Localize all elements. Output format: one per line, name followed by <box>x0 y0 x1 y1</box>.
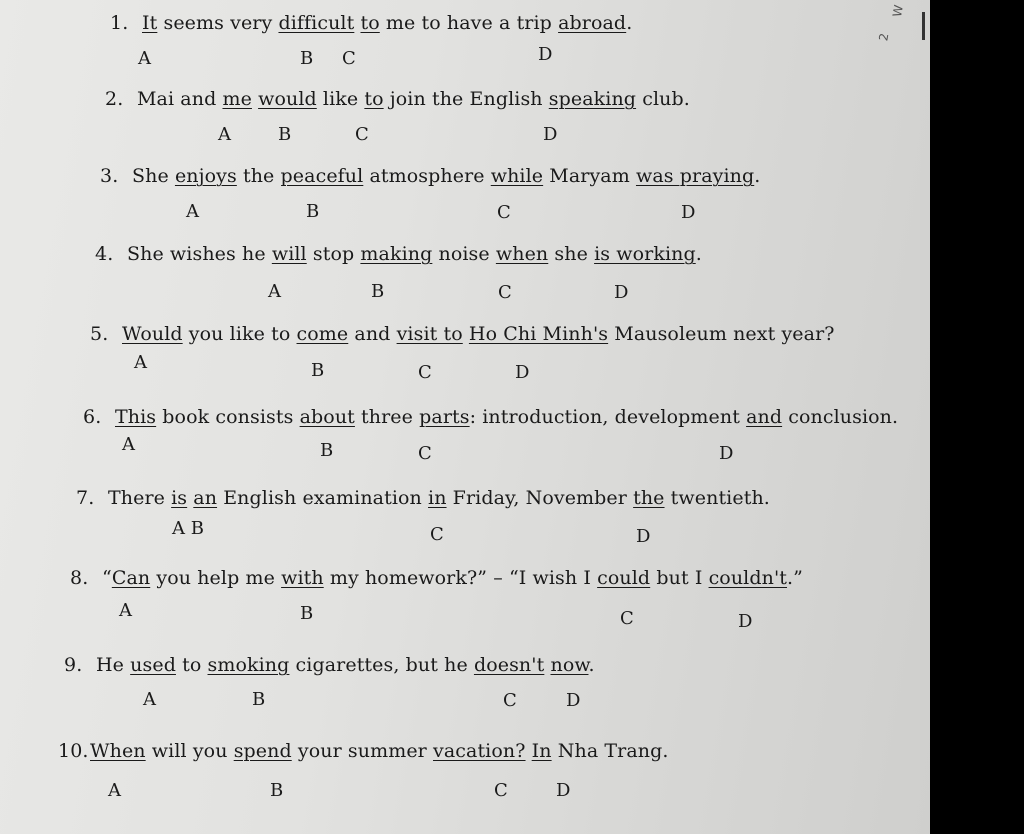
text-segment: like <box>316 88 365 110</box>
text-segment: Mai and <box>137 88 223 110</box>
underlined-segment: couldn't <box>708 567 788 589</box>
text-segment: you help me <box>150 567 282 589</box>
text-segment: me to have a trip <box>379 12 559 34</box>
text-segment: cigarettes, but he <box>289 654 474 676</box>
underlined-segment: about <box>299 406 355 428</box>
underlined-segment: was praying <box>635 165 755 187</box>
text-segment: Maryam <box>543 165 636 187</box>
text-segment: Mausoleum next year? <box>608 323 835 345</box>
underlined-segment: with <box>281 567 324 589</box>
text-segment: my homework?” – “I wish I <box>323 567 598 589</box>
question-number: 4. <box>95 243 114 265</box>
text-segment: she <box>548 243 595 265</box>
question-number: 6. <box>83 406 102 428</box>
label-q5-c: C <box>418 362 432 383</box>
label-q6-d: D <box>719 443 734 464</box>
underlined-segment: smoking <box>207 654 290 676</box>
text-segment: will you <box>145 740 234 762</box>
label-q3-c: C <box>497 202 511 223</box>
margin-mark-2: 2 <box>876 32 892 42</box>
question-9 <box>64 654 595 676</box>
label-q1-c: C <box>342 48 356 69</box>
label-q5-b: B <box>311 360 325 381</box>
label-q9-a: A <box>143 689 156 710</box>
label-q5-d: D <box>515 362 530 383</box>
question-4 <box>95 243 702 265</box>
text-segment: . <box>695 243 702 265</box>
underlined-segment: come <box>296 323 349 345</box>
underlined-segment: Would <box>122 323 183 345</box>
label-q3-a: A <box>186 201 199 222</box>
dark-border-strip <box>930 0 1024 834</box>
text-segment: join the English <box>383 88 549 110</box>
underlined-segment: doesn't <box>473 654 545 676</box>
text-segment: She wishes he <box>127 243 272 265</box>
question-number: 7. <box>76 487 95 509</box>
underlined-segment: difficult <box>278 12 355 34</box>
label-q6-a: A <box>122 434 135 455</box>
underlined-segment: This <box>115 406 157 428</box>
text-segment: the <box>236 165 281 187</box>
underlined-segment: is <box>171 487 188 509</box>
text-segment: noise <box>432 243 496 265</box>
label-q2-d: D <box>543 124 558 145</box>
text-segment: . <box>588 654 595 676</box>
label-q4-a: A <box>268 281 281 302</box>
underlined-segment: me <box>222 88 252 110</box>
label-q7-ab: A B <box>172 518 204 539</box>
text-segment: atmosphere <box>363 165 491 187</box>
underlined-segment: the <box>633 487 665 509</box>
underlined-segment: spend <box>233 740 292 762</box>
text-segment: . <box>626 12 633 34</box>
underlined-segment: speaking <box>548 88 637 110</box>
text-segment: There <box>108 487 172 509</box>
underlined-segment: vacation? <box>433 740 526 762</box>
underlined-segment: peaceful <box>280 165 364 187</box>
question-1 <box>110 12 632 34</box>
label-q8-c: C <box>620 608 634 629</box>
label-q7-c: C <box>430 524 444 545</box>
underlined-segment: It <box>142 12 158 34</box>
text-segment: conclusion. <box>782 406 899 428</box>
text-segment: He <box>96 654 131 676</box>
question-3 <box>100 165 760 187</box>
margin-bar <box>922 12 925 40</box>
underlined-segment: and <box>746 406 783 428</box>
underlined-segment: to <box>360 12 380 34</box>
text-segment: but I <box>650 567 709 589</box>
question-6 <box>83 406 898 428</box>
underlined-segment: Ho Chi Minh's <box>468 323 609 345</box>
underlined-segment: abroad <box>558 12 627 34</box>
label-q3-d: D <box>681 202 696 223</box>
underlined-segment: Can <box>111 567 151 589</box>
label-q8-b: B <box>300 603 314 624</box>
text-segment: and <box>348 323 397 345</box>
label-q2-a: A <box>218 124 231 145</box>
text-segment: club. <box>636 88 690 110</box>
text-segment: Friday, November <box>446 487 634 509</box>
underlined-segment: in <box>428 487 447 509</box>
text-segment: English examination <box>217 487 429 509</box>
label-q4-d: D <box>614 282 629 303</box>
text-segment: you like to <box>182 323 297 345</box>
text-segment: three <box>354 406 420 428</box>
underlined-segment: used <box>130 654 176 676</box>
question-number: 1. <box>110 12 129 34</box>
text-segment: . <box>754 165 761 187</box>
label-q1-b: B <box>300 48 314 69</box>
text-segment: seems very <box>157 12 279 34</box>
label-q2-b: B <box>278 124 292 145</box>
text-segment: to <box>175 654 208 676</box>
label-q6-c: C <box>418 443 432 464</box>
underlined-segment: parts <box>419 406 470 428</box>
question-5 <box>90 323 835 345</box>
underlined-segment: When <box>90 740 146 762</box>
underlined-segment: when <box>495 243 549 265</box>
text-segment: your summer <box>291 740 434 762</box>
label-q4-b: B <box>371 281 385 302</box>
label-q9-c: C <box>503 690 517 711</box>
label-q9-b: B <box>252 689 266 710</box>
label-q10-b: B <box>270 780 284 801</box>
underlined-segment: while <box>490 165 544 187</box>
question-10 <box>58 740 669 762</box>
underlined-segment: will <box>271 243 307 265</box>
question-7 <box>76 487 770 509</box>
question-number: 3. <box>100 165 119 187</box>
text-segment: “ <box>102 567 112 589</box>
label-q6-b: B <box>320 440 334 461</box>
label-q4-c: C <box>498 282 512 303</box>
label-q10-d: D <box>556 780 571 801</box>
text-segment: : introduction, development <box>469 406 747 428</box>
label-q1-d: D <box>538 44 553 65</box>
text-segment: stop <box>306 243 361 265</box>
text-segment: book consists <box>156 406 300 428</box>
underlined-segment: could <box>597 567 651 589</box>
text-segment: She <box>132 165 175 187</box>
underlined-segment: an <box>193 487 218 509</box>
text-segment: twentieth. <box>664 487 770 509</box>
label-q3-b: B <box>306 201 320 222</box>
label-q9-d: D <box>566 690 581 711</box>
label-q10-c: C <box>494 780 508 801</box>
underlined-segment: making <box>360 243 433 265</box>
label-q7-d: D <box>636 526 651 547</box>
label-q2-c: C <box>355 124 369 145</box>
question-number: 8. <box>70 567 89 589</box>
underlined-segment: to <box>364 88 384 110</box>
margin-mark-w: W <box>890 3 906 19</box>
underlined-segment: now <box>550 654 589 676</box>
underlined-segment: would <box>258 88 317 110</box>
underlined-segment: visit to <box>396 323 463 345</box>
question-8 <box>70 567 803 589</box>
text-segment: Nha Trang. <box>551 740 669 762</box>
text-segment: .” <box>787 567 803 589</box>
label-q10-a: A <box>108 780 121 801</box>
label-q5-a: A <box>134 352 147 373</box>
question-2 <box>105 88 690 110</box>
label-q8-a: A <box>119 600 132 621</box>
underlined-segment: is working <box>594 243 696 265</box>
label-q1-a: A <box>138 48 151 69</box>
question-number: 2. <box>105 88 124 110</box>
question-number: 9. <box>64 654 83 676</box>
question-number: 5. <box>90 323 109 345</box>
question-number: 10. <box>58 740 89 762</box>
label-q8-d: D <box>738 611 753 632</box>
underlined-segment: enjoys <box>174 165 237 187</box>
underlined-segment: In <box>531 740 552 762</box>
